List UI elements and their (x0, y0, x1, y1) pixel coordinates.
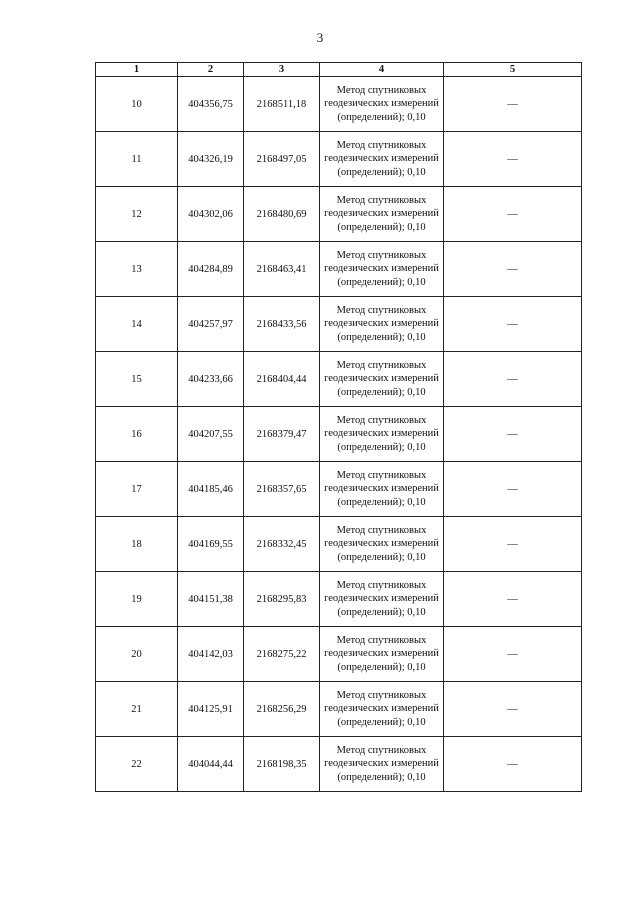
y-coordinate-cell: 2168275,22 (244, 627, 320, 682)
point-number-cell: 19 (96, 572, 178, 627)
table-row (96, 572, 582, 627)
note-cell: — (444, 517, 582, 572)
y-coordinate-cell: 2168198,35 (244, 737, 320, 792)
method-cell: Метод спутниковых геодезических измерений (определений); 0,10 (320, 352, 444, 407)
note-cell: — (444, 297, 582, 352)
table-row (96, 132, 582, 187)
y-coordinate-cell: 2168379,47 (244, 407, 320, 462)
table-row (96, 352, 582, 407)
header-col-2: 2 (178, 63, 244, 77)
table-row (96, 737, 582, 792)
note-cell: — (444, 462, 582, 517)
point-number-cell: 11 (96, 132, 178, 187)
note-cell: — (444, 682, 582, 737)
note-cell: — (444, 627, 582, 682)
point-number-cell: 10 (96, 77, 178, 132)
table-body (96, 77, 582, 792)
table-row (96, 242, 582, 297)
point-number-cell: 18 (96, 517, 178, 572)
method-cell: Метод спутниковых геодезических измерений (определений); 0,10 (320, 187, 444, 242)
page-number: 3 (316, 30, 324, 45)
table-row (96, 462, 582, 517)
method-cell: Метод спутниковых геодезических измерений (определений); 0,10 (320, 297, 444, 352)
x-coordinate-cell: 404207,55 (178, 407, 244, 462)
note-cell: — (444, 407, 582, 462)
method-cell: Метод спутниковых геодезических измерений (определений); 0,10 (320, 682, 444, 737)
y-coordinate-cell: 2168332,45 (244, 517, 320, 572)
y-coordinate-cell: 2168497,05 (244, 132, 320, 187)
x-coordinate-cell: 404356,75 (178, 77, 244, 132)
x-coordinate-cell: 404233,66 (178, 352, 244, 407)
method-cell: Метод спутниковых геодезических измерений (определений); 0,10 (320, 572, 444, 627)
x-coordinate-cell: 404257,97 (178, 297, 244, 352)
method-cell: Метод спутниковых геодезических измерений (определений); 0,10 (320, 627, 444, 682)
note-cell: — (444, 132, 582, 187)
x-coordinate-cell: 404302,06 (178, 187, 244, 242)
note-cell: — (444, 77, 582, 132)
table-header-row (96, 63, 582, 77)
y-coordinate-cell: 2168433,56 (244, 297, 320, 352)
table-row (96, 682, 582, 737)
method-cell: Метод спутниковых геодезических измерений (определений); 0,10 (320, 462, 444, 517)
point-number-cell: 13 (96, 242, 178, 297)
header-col-4: 4 (320, 63, 444, 77)
note-cell: — (444, 352, 582, 407)
point-number-cell: 17 (96, 462, 178, 517)
y-coordinate-cell: 2168511,18 (244, 77, 320, 132)
method-cell: Метод спутниковых геодезических измерений (определений); 0,10 (320, 77, 444, 132)
note-cell: — (444, 242, 582, 297)
header-col-5: 5 (444, 63, 582, 77)
point-number-cell: 15 (96, 352, 178, 407)
note-cell: — (444, 737, 582, 792)
method-cell: Метод спутниковых геодезических измерений (определений); 0,10 (320, 132, 444, 187)
y-coordinate-cell: 2168463,41 (244, 242, 320, 297)
x-coordinate-cell: 404284,89 (178, 242, 244, 297)
x-coordinate-cell: 404142,03 (178, 627, 244, 682)
x-coordinate-cell: 404044,44 (178, 737, 244, 792)
header-col-3: 3 (244, 63, 320, 77)
point-number-cell: 22 (96, 737, 178, 792)
y-coordinate-cell: 2168295,83 (244, 572, 320, 627)
method-cell: Метод спутниковых геодезических измерений (определений); 0,10 (320, 407, 444, 462)
coordinates-table (95, 62, 582, 792)
point-number-cell: 21 (96, 682, 178, 737)
point-number-cell: 14 (96, 297, 178, 352)
table-row (96, 517, 582, 572)
x-coordinate-cell: 404185,46 (178, 462, 244, 517)
y-coordinate-cell: 2168357,65 (244, 462, 320, 517)
point-number-cell: 16 (96, 407, 178, 462)
method-cell: Метод спутниковых геодезических измерений (определений); 0,10 (320, 242, 444, 297)
x-coordinate-cell: 404125,91 (178, 682, 244, 737)
note-cell: — (444, 572, 582, 627)
table-row (96, 187, 582, 242)
y-coordinate-cell: 2168404,44 (244, 352, 320, 407)
point-number-cell: 20 (96, 627, 178, 682)
header-col-1: 1 (96, 63, 178, 77)
table-row (96, 627, 582, 682)
point-number-cell: 12 (96, 187, 178, 242)
x-coordinate-cell: 404169,55 (178, 517, 244, 572)
table-row (96, 77, 582, 132)
x-coordinate-cell: 404326,19 (178, 132, 244, 187)
method-cell: Метод спутниковых геодезических измерений (определений); 0,10 (320, 737, 444, 792)
table-row (96, 297, 582, 352)
method-cell: Метод спутниковых геодезических измерений (определений); 0,10 (320, 517, 444, 572)
y-coordinate-cell: 2168256,29 (244, 682, 320, 737)
note-cell: — (444, 187, 582, 242)
y-coordinate-cell: 2168480,69 (244, 187, 320, 242)
x-coordinate-cell: 404151,38 (178, 572, 244, 627)
table-row (96, 407, 582, 462)
